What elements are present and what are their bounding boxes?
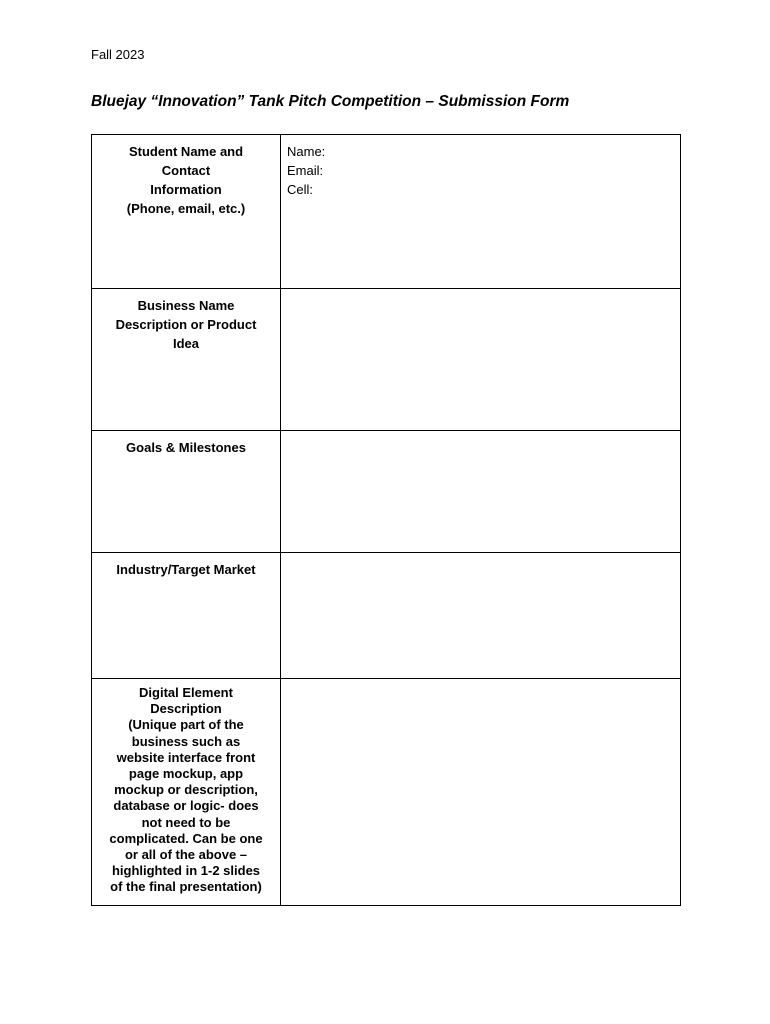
- label-line: Description or Product: [115, 317, 257, 332]
- label-line: database or logic- does: [113, 798, 259, 814]
- field-student-contact[interactable]: [281, 135, 681, 289]
- form-row-business-name: [92, 289, 681, 431]
- label-line: (Phone, email, etc.): [126, 201, 246, 216]
- label-line: Student Name and: [128, 144, 244, 159]
- label-student-contact: [92, 135, 281, 289]
- label-line: (Unique part of the: [128, 717, 244, 733]
- label-line: Goals & Milestones: [126, 440, 246, 455]
- label-line: highlighted in 1-2 slides: [111, 863, 261, 879]
- header-date: Fall 2023: [91, 47, 145, 62]
- field-digital-element[interactable]: [281, 679, 681, 906]
- form-row-goals: [92, 431, 681, 553]
- label-business-name: [92, 289, 281, 431]
- label-line: not need to be: [141, 814, 231, 830]
- form-title: Bluejay “Innovation” Tank Pitch Competition – Submission Form: [91, 93, 570, 110]
- submission-form-table: [91, 134, 681, 906]
- form-row-digital-element: [92, 679, 681, 906]
- label-line: Information: [150, 182, 222, 197]
- form-row-student-contact: [92, 135, 681, 289]
- label-line: business such as: [131, 733, 241, 749]
- name-field-label: Name:: [287, 144, 326, 159]
- label-line: Description: [150, 701, 222, 717]
- label-line: Idea: [172, 336, 199, 351]
- label-line: page mockup, app: [128, 766, 244, 782]
- cell-field-label: Cell:: [287, 182, 314, 197]
- email-field-label: Email:: [287, 163, 324, 178]
- label-line: Business Name: [137, 298, 235, 313]
- label-line: of the final presentation): [110, 879, 262, 895]
- label-line: or all of the above –: [124, 847, 248, 863]
- label-goals-milestones: [92, 431, 281, 553]
- label-line: Digital Element: [139, 685, 233, 700]
- label-industry-target-market: [92, 553, 281, 679]
- label-digital-element: [92, 679, 281, 906]
- label-line: complicated. Can be one: [109, 830, 263, 846]
- label-line: Industry/Target Market: [116, 562, 256, 577]
- label-line: website interface front: [116, 749, 256, 765]
- label-line: Contact: [161, 163, 211, 178]
- label-line: mockup or description,: [114, 782, 258, 798]
- form-row-industry: [92, 553, 681, 679]
- field-business-name[interactable]: [281, 289, 681, 431]
- field-goals-milestones[interactable]: [281, 431, 681, 553]
- field-industry-target-market[interactable]: [281, 553, 681, 679]
